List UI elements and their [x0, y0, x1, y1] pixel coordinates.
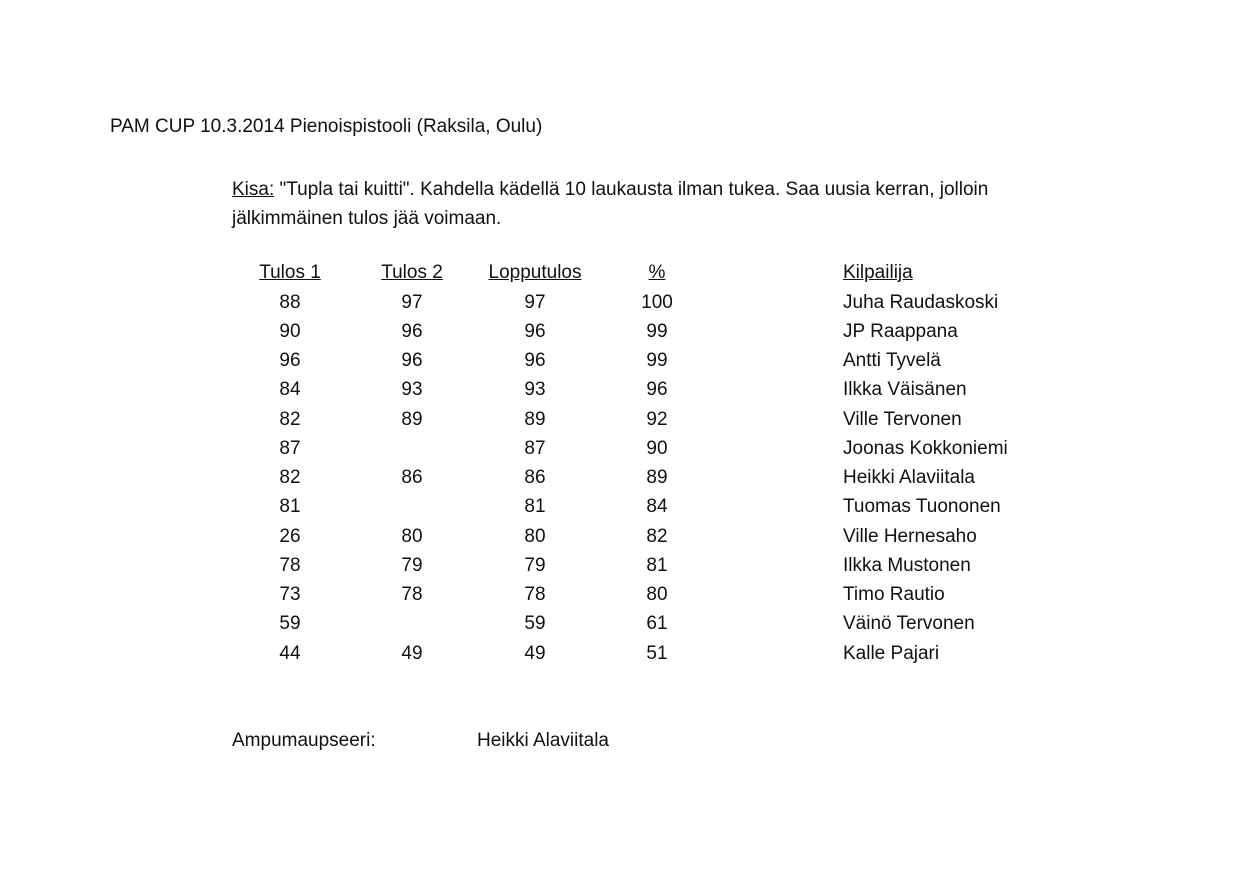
cell-kilpailija: Antti Tyvelä [843, 350, 941, 371]
cell-percent: 96 [646, 379, 668, 400]
competition-description [232, 175, 1092, 233]
header-percent: % [648, 262, 666, 283]
cell-tulos-1: 82 [279, 409, 301, 430]
cell-lopputulos: 78 [524, 584, 546, 605]
cell-kilpailija: Juha Raudaskoski [843, 292, 999, 313]
cell-tulos-1: 84 [279, 379, 301, 400]
header-lopputulos: Lopputulos [488, 262, 582, 283]
cell-lopputulos: 97 [524, 292, 546, 313]
table-row [0, 526, 1240, 555]
cell-percent: 51 [646, 643, 668, 664]
cell-tulos-1: 82 [279, 467, 301, 488]
cell-tulos-1: 81 [279, 496, 301, 517]
cell-percent: 99 [646, 350, 668, 371]
table-row [0, 496, 1240, 525]
cell-lopputulos: 59 [524, 613, 546, 634]
cell-tulos-2: 86 [401, 467, 423, 488]
range-officer-name: Heikki Alaviitala [477, 730, 609, 751]
cell-tulos-1: 26 [279, 526, 301, 547]
cell-kilpailija: Tuomas Tuononen [843, 496, 1001, 517]
header-tulos-1: Tulos 1 [259, 262, 321, 283]
description-text: "Tupla tai kuitti". Kahdella kädellä 10 laukausta ilman tukea. Saa uusia kerran, jolloin jälkimmäinen tulos jää voimaan. [232, 179, 989, 229]
cell-kilpailija: Timo Rautio [843, 584, 945, 605]
cell-lopputulos: 93 [524, 379, 546, 400]
cell-lopputulos: 87 [524, 438, 546, 459]
cell-tulos-2: 97 [401, 292, 423, 313]
cell-kilpailija: Ilkka Väisänen [843, 379, 967, 400]
cell-tulos-1: 90 [279, 321, 301, 342]
cell-tulos-1: 59 [279, 613, 301, 634]
table-row [0, 643, 1240, 672]
cell-kilpailija: Joonas Kokkoniemi [843, 438, 1008, 459]
cell-lopputulos: 96 [524, 321, 546, 342]
cell-kilpailija: Ville Hernesaho [843, 526, 977, 547]
description-label: Kisa: [232, 179, 275, 200]
header-tulos-2: Tulos 2 [381, 262, 443, 283]
table-row [0, 379, 1240, 408]
cell-tulos-2: 78 [401, 584, 423, 605]
table-row [0, 409, 1240, 438]
cell-tulos-1: 88 [279, 292, 301, 313]
cell-lopputulos: 81 [524, 496, 546, 517]
cell-tulos-2: 96 [401, 350, 423, 371]
cell-kilpailija: Ilkka Mustonen [843, 555, 971, 576]
header-kilpailija: Kilpailija [843, 262, 913, 283]
table-row [0, 438, 1240, 467]
cell-lopputulos: 96 [524, 350, 546, 371]
cell-kilpailija: Kalle Pajari [843, 643, 940, 664]
cell-tulos-2: 96 [401, 321, 423, 342]
cell-kilpailija: Ville Tervonen [843, 409, 962, 430]
cell-percent: 61 [646, 613, 668, 634]
cell-lopputulos: 89 [524, 409, 546, 430]
cell-tulos-2: 49 [401, 643, 423, 664]
cell-tulos-1: 73 [279, 584, 301, 605]
cell-tulos-1: 96 [279, 350, 301, 371]
cell-tulos-1: 44 [279, 643, 301, 664]
table-row [0, 292, 1240, 321]
cell-percent: 100 [641, 292, 673, 313]
cell-tulos-2: 89 [401, 409, 423, 430]
range-officer-label: Ampumaupseeri: [232, 730, 376, 751]
cell-percent: 90 [646, 438, 668, 459]
table-row [0, 584, 1240, 613]
cell-percent: 89 [646, 467, 668, 488]
document-title: PAM CUP 10.3.2014 Pienoispistooli (Raksila, Oulu) [110, 116, 543, 137]
cell-percent: 92 [646, 409, 668, 430]
table-row [0, 613, 1240, 642]
cell-tulos-1: 78 [279, 555, 301, 576]
table-row [0, 555, 1240, 584]
cell-lopputulos: 86 [524, 467, 546, 488]
cell-lopputulos: 49 [524, 643, 546, 664]
cell-lopputulos: 80 [524, 526, 546, 547]
cell-tulos-2: 80 [401, 526, 423, 547]
cell-percent: 84 [646, 496, 668, 517]
cell-kilpailija: JP Raappana [843, 321, 958, 342]
cell-tulos-1: 87 [279, 438, 301, 459]
cell-percent: 81 [646, 555, 668, 576]
table-row [0, 350, 1240, 379]
cell-kilpailija: Heikki Alaviitala [843, 467, 975, 488]
cell-kilpailija: Väinö Tervonen [843, 613, 975, 634]
cell-lopputulos: 79 [524, 555, 546, 576]
cell-percent: 80 [646, 584, 668, 605]
cell-percent: 99 [646, 321, 668, 342]
table-row [0, 321, 1240, 350]
table-row [0, 467, 1240, 496]
cell-percent: 82 [646, 526, 668, 547]
cell-tulos-2: 79 [401, 555, 423, 576]
cell-tulos-2: 93 [401, 379, 423, 400]
